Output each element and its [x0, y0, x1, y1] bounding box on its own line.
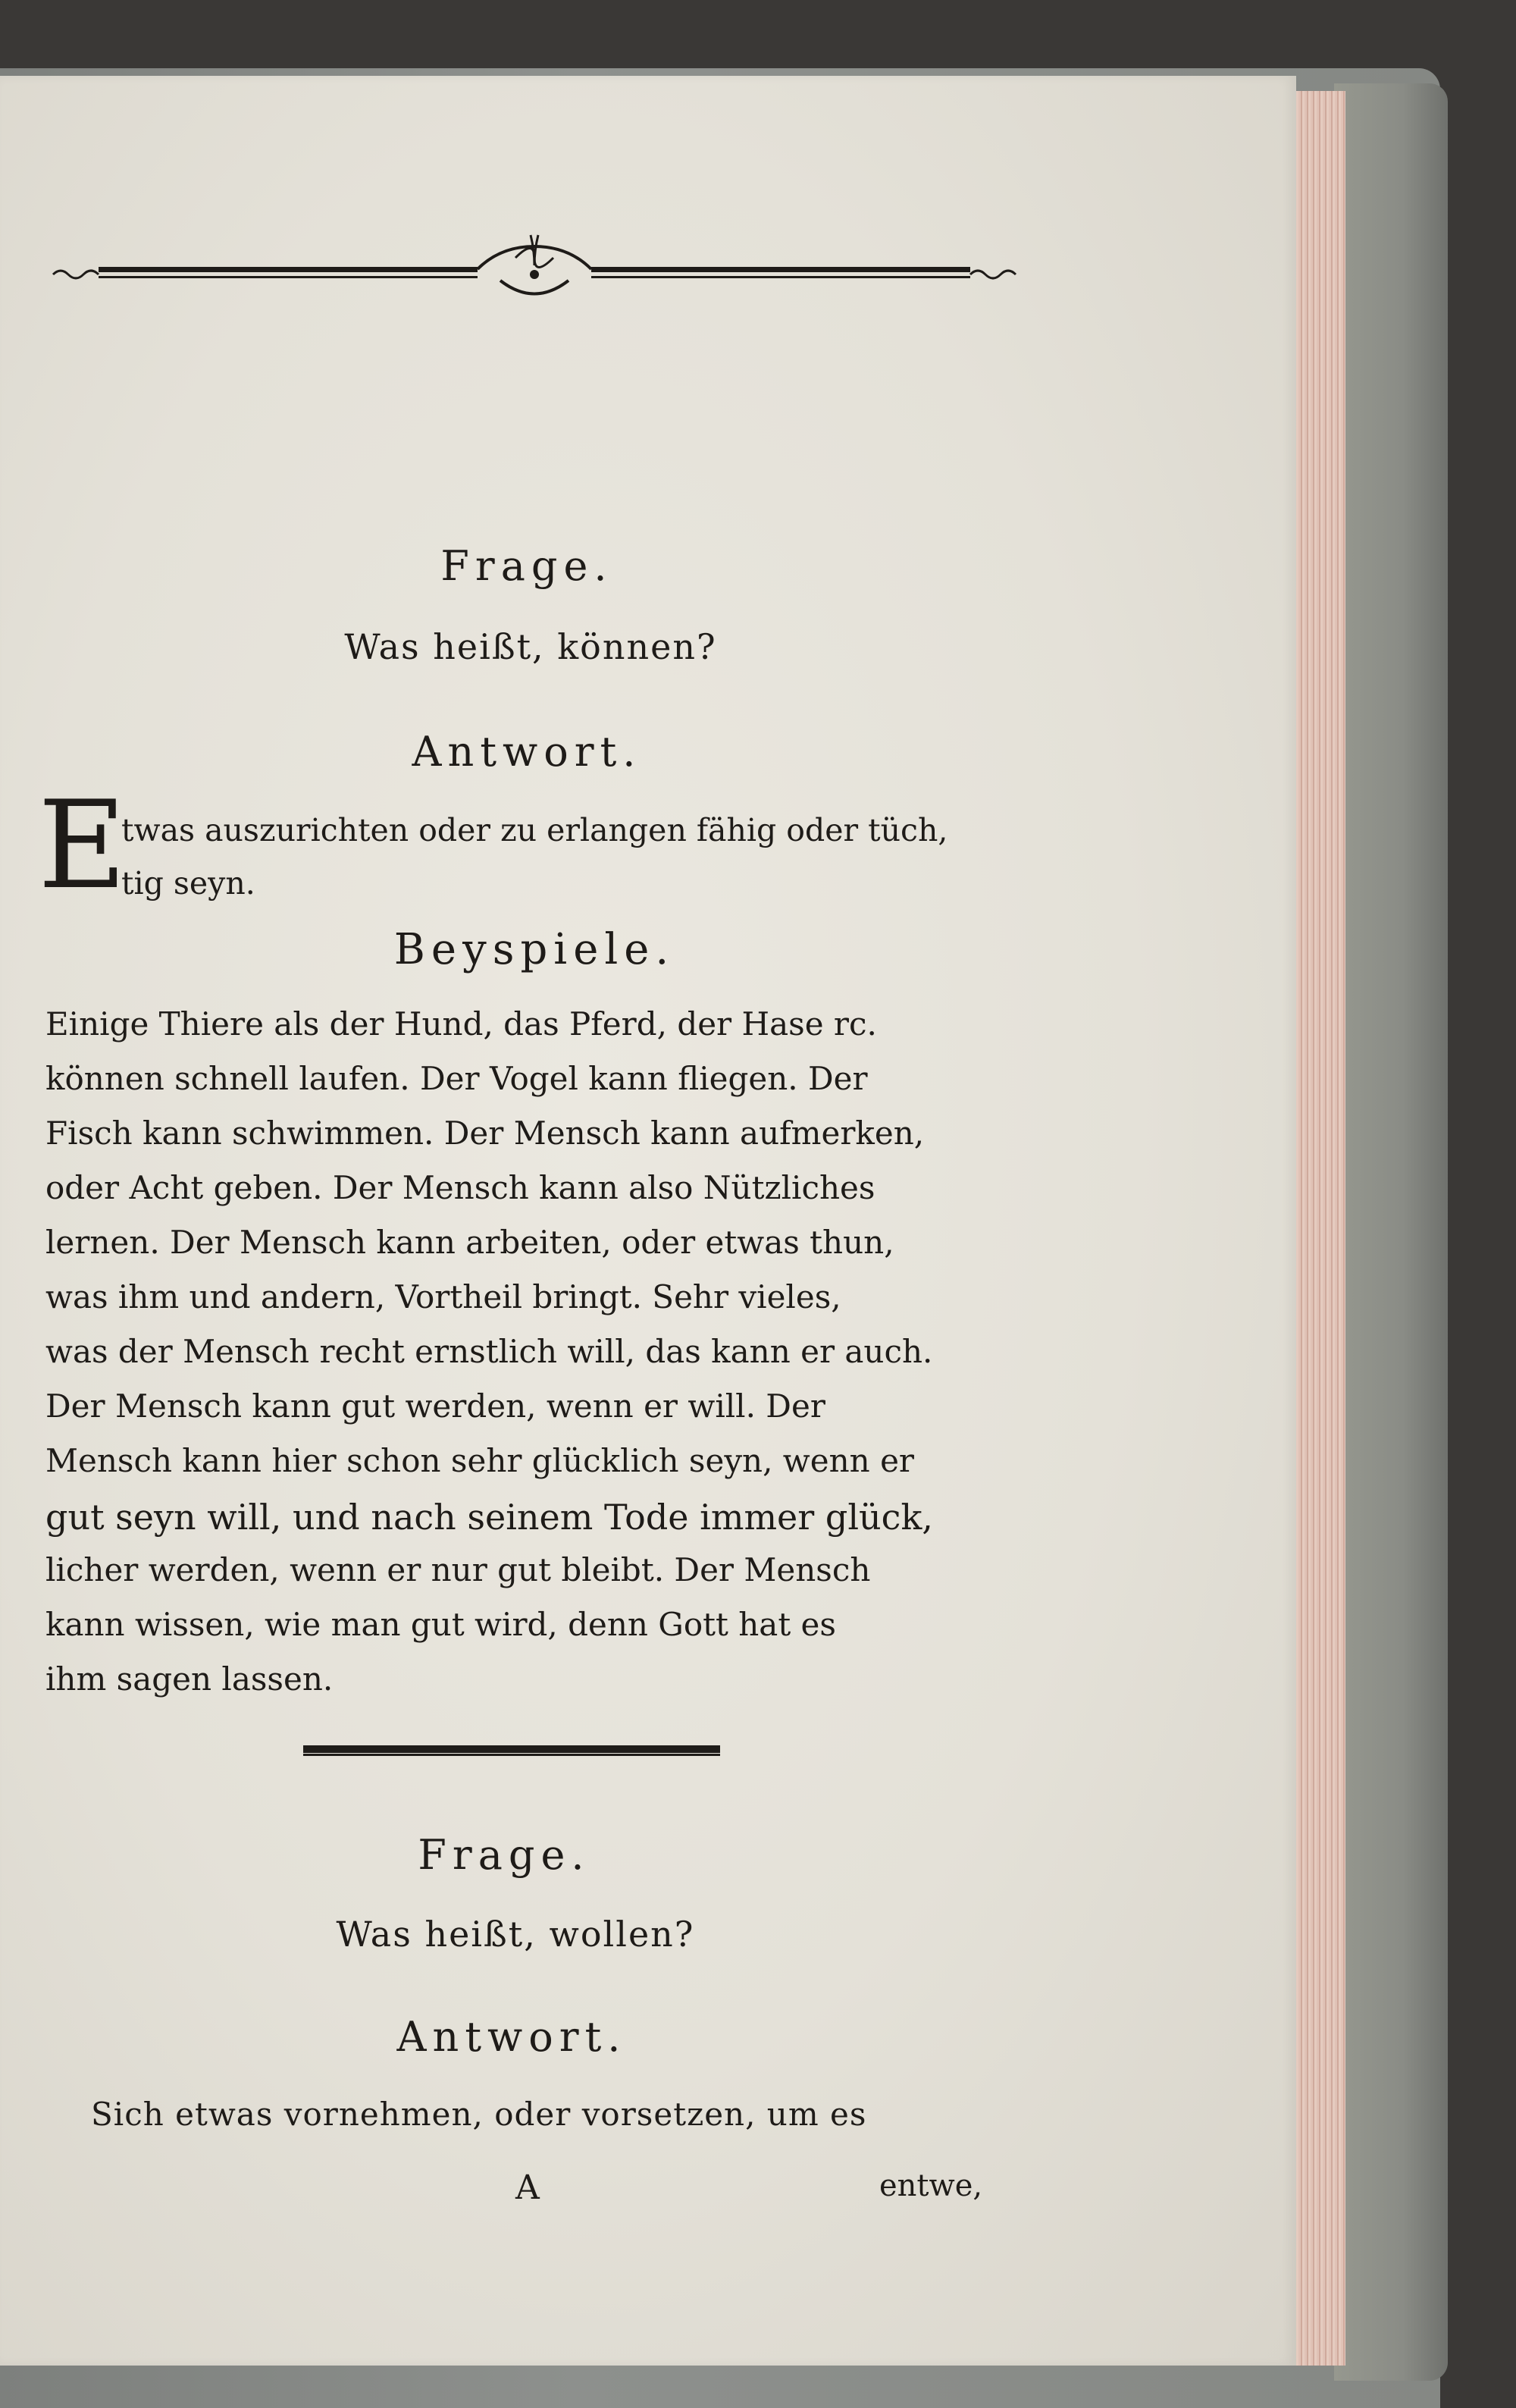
examples-heading: Beyspiele.: [393, 925, 675, 974]
example-line: Fisch kann schwimmen. Der Mensch kann aufmerken,: [45, 1115, 925, 1152]
ornamental-headpiece: [45, 227, 1023, 311]
example-line: Der Mensch kann gut werden, wenn er will. Der: [45, 1387, 825, 1425]
answer-line-2: tig seyn.: [121, 865, 255, 901]
book-page: [0, 76, 1296, 2366]
example-line: licher werden, wenn er nur gut bleibt. Der Mensch: [45, 1551, 871, 1588]
example-line: oder Acht geben. Der Mensch kann also Nützliches: [45, 1169, 875, 1206]
example-line: können schnell laufen. Der Vogel kann fliegen. Der: [45, 1060, 868, 1097]
section-1-heading: Frage.: [440, 542, 613, 590]
example-line: Einige Thiere als der Hund, das Pferd, der Hase rc.: [45, 1005, 877, 1043]
section-2-heading: Frage.: [418, 1831, 590, 1879]
example-line: lernen. Der Mensch kann arbeiten, oder etwas thun,: [45, 1224, 894, 1261]
section-2-answer-heading: Antwort.: [396, 2013, 627, 2061]
page-edges: [1292, 91, 1345, 2366]
drop-cap: E: [38, 774, 127, 916]
example-line: was der Mensch recht ernstlich will, das kann er auch.: [45, 1333, 933, 1370]
example-line: Mensch kann hier schon sehr glücklich seyn, wenn er: [45, 1442, 914, 1479]
section-1-answer-heading: Antwort.: [412, 728, 642, 776]
answer-line-1: twas auszurichten oder zu erlangen fähig oder tüch,: [121, 812, 948, 848]
example-line: was ihm und andern, Vortheil bringt. Sehr vieles,: [45, 1278, 841, 1315]
section-2-answer-line: Sich etwas vornehmen, oder vorsetzen, um es: [91, 2096, 867, 2133]
section-1-question: Was heißt, können?: [344, 626, 717, 667]
book-cover-edge: [1334, 83, 1448, 2381]
example-line: gut seyn will, und nach seinem Tode immer glück,: [45, 1497, 933, 1538]
section-divider: [303, 1745, 720, 1753]
catchword: entwe,: [879, 2168, 983, 2203]
example-line: ihm sagen lassen.: [45, 1660, 334, 1698]
section-2-question: Was heißt, wollen?: [336, 1914, 695, 1955]
example-line: kann wissen, wie man gut wird, denn Gott hat es: [45, 1606, 836, 1643]
signature-mark: A: [515, 2168, 540, 2207]
